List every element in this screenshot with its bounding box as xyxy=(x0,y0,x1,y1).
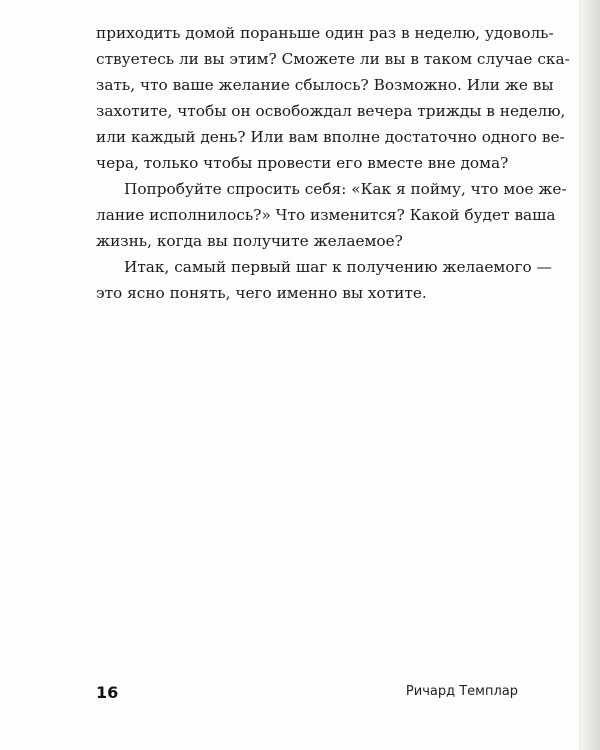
running-footer-author: Ричард Темплар xyxy=(405,684,518,699)
text-line: или каждый день? Или вам вполне достаточно одного ве- xyxy=(96,128,565,146)
page-edge xyxy=(580,0,600,750)
text-line: приходить домой пораньше один раз в неделю, удоволь- xyxy=(96,24,554,42)
text-line: жизнь, когда вы получите желаемое? xyxy=(96,232,403,250)
text-line: это ясно понять, чего именно вы хотите. xyxy=(96,284,427,302)
text-line: лание исполнилось?» Что изменится? Какой будет ваша xyxy=(96,206,556,224)
body-text xyxy=(96,20,570,306)
text-line: захотите, чтобы он освобождал вечера трижды в неделю, xyxy=(96,102,566,120)
text-line: Попробуйте спросить себя: «Как я пойму, что мое же- xyxy=(124,180,567,198)
text-line: ствуетесь ли вы этим? Сможете ли вы в таком случае ска- xyxy=(96,50,570,68)
page-number: 16 xyxy=(96,683,119,702)
text-line: чера, только чтобы провести его вместе вне дома? xyxy=(96,154,509,172)
text-line: зать, что ваше желание сбылось? Возможно. Или же вы xyxy=(96,76,554,94)
text-line: Итак, самый первый шаг к получению желаемого — xyxy=(124,258,552,276)
